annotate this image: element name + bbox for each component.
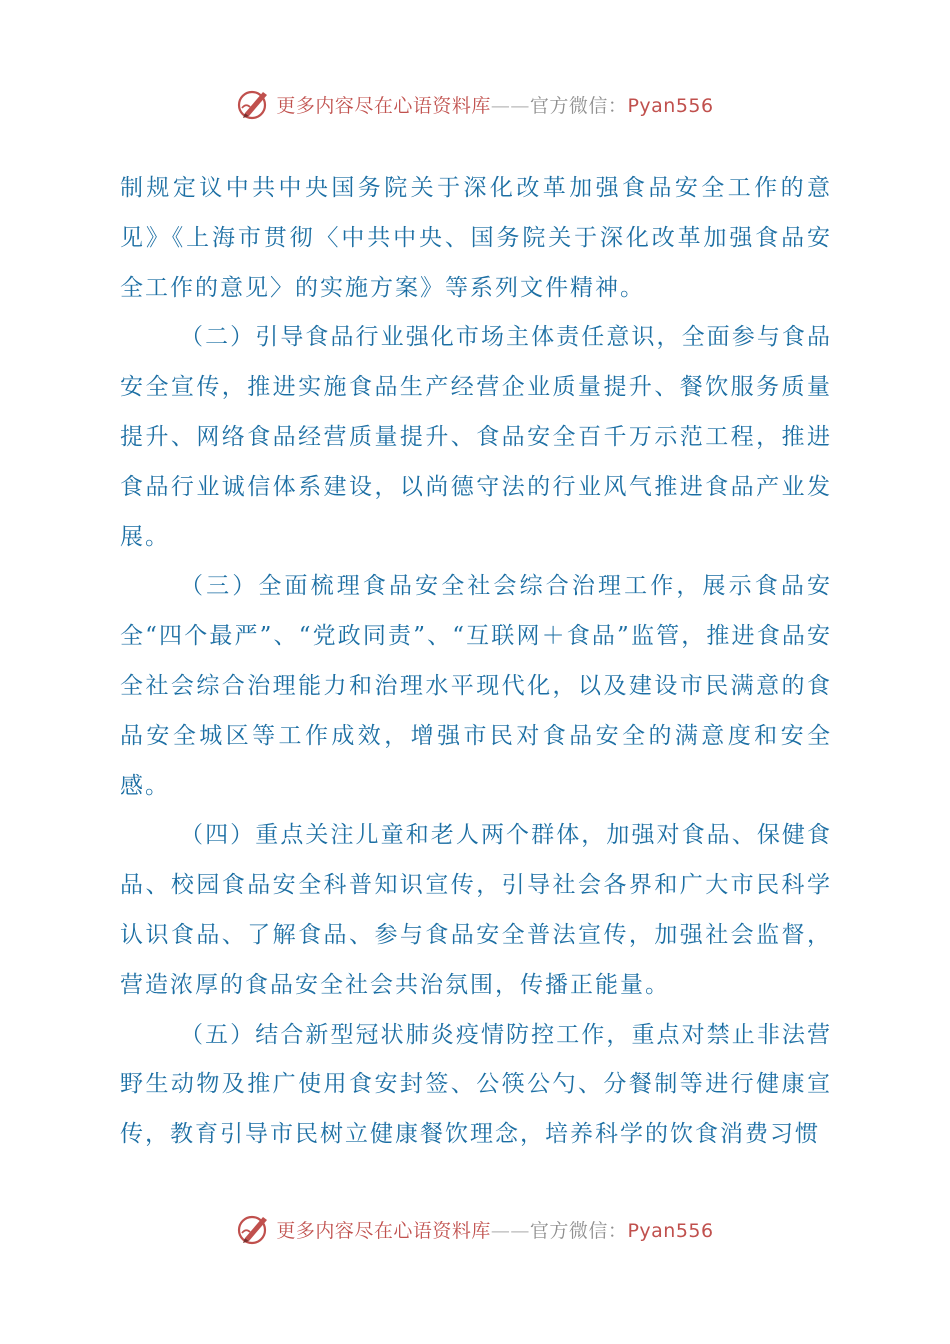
paragraph-3: （三）全面梳理食品安全社会综合治理工作，展示食品安全“四个最严”、“党政同责”、“互联网＋食品”监管，推进食品安全社会综合治理能力和治理水平现代化，以及建设市民满意的食品安全城区等工作成效，增强市民对食品安全的满意度和安全感。 — [120, 573, 832, 799]
header-banner — [0, 84, 950, 124]
paragraph-1: 制规定议中共中央国务院关于深化改革加强食品安全工作的意见》《上海市贯彻〈中共中央、国务院关于深化改革加强食品安全工作的意见〉的实施方案》等系列文件精神。 — [120, 175, 832, 301]
banner-contact-id: Pyan556 — [627, 94, 714, 117]
banner-dash: —— — [490, 94, 530, 117]
banner-dash: —— — [490, 1219, 530, 1242]
pen-logo-icon — [236, 86, 272, 122]
banner-contact-label: 官方微信： — [529, 94, 628, 117]
paragraph-2: （二）引导食品行业强化市场主体责任意识，全面参与食品安全宣传，推进实施食品生产经营企业质量提升、餐饮服务质量提升、网络食品经营质量提升、食品安全百千万示范工程，推进食品行业诚信体系建设，以尚德守法的行业风气推进食品产业发展。 — [120, 324, 832, 550]
paragraph-4: （四）重点关注儿童和老人两个群体，加强对食品、保健食品、校园食品安全科普知识宣传，引导社会各界和广大市民科学认识食品、了解食品、参与食品安全普法宣传，加强社会监督，营造浓厚的食品安全社会共治氛围，传播正能量。 — [120, 822, 832, 998]
paragraph-5: （五）结合新型冠状肺炎疫情防控工作，重点对禁止非法营野生动物及推广使用食安封签、公筷公勺、分餐制等进行健康宣传，教育引导市民树立健康餐饮理念，培养科学的饮食消费习惯 — [120, 1021, 832, 1148]
pen-logo-icon — [236, 1211, 272, 1247]
banner-text — [276, 1216, 713, 1243]
banner-text — [276, 91, 713, 118]
banner-site-text: 更多内容尽在心语资料库 — [276, 1219, 491, 1242]
banner-site-text: 更多内容尽在心语资料库 — [276, 94, 491, 117]
footer-banner — [0, 1209, 950, 1249]
banner-contact-id: Pyan556 — [627, 1219, 714, 1242]
document-body — [120, 164, 832, 1160]
banner-contact-label: 官方微信： — [529, 1219, 628, 1242]
